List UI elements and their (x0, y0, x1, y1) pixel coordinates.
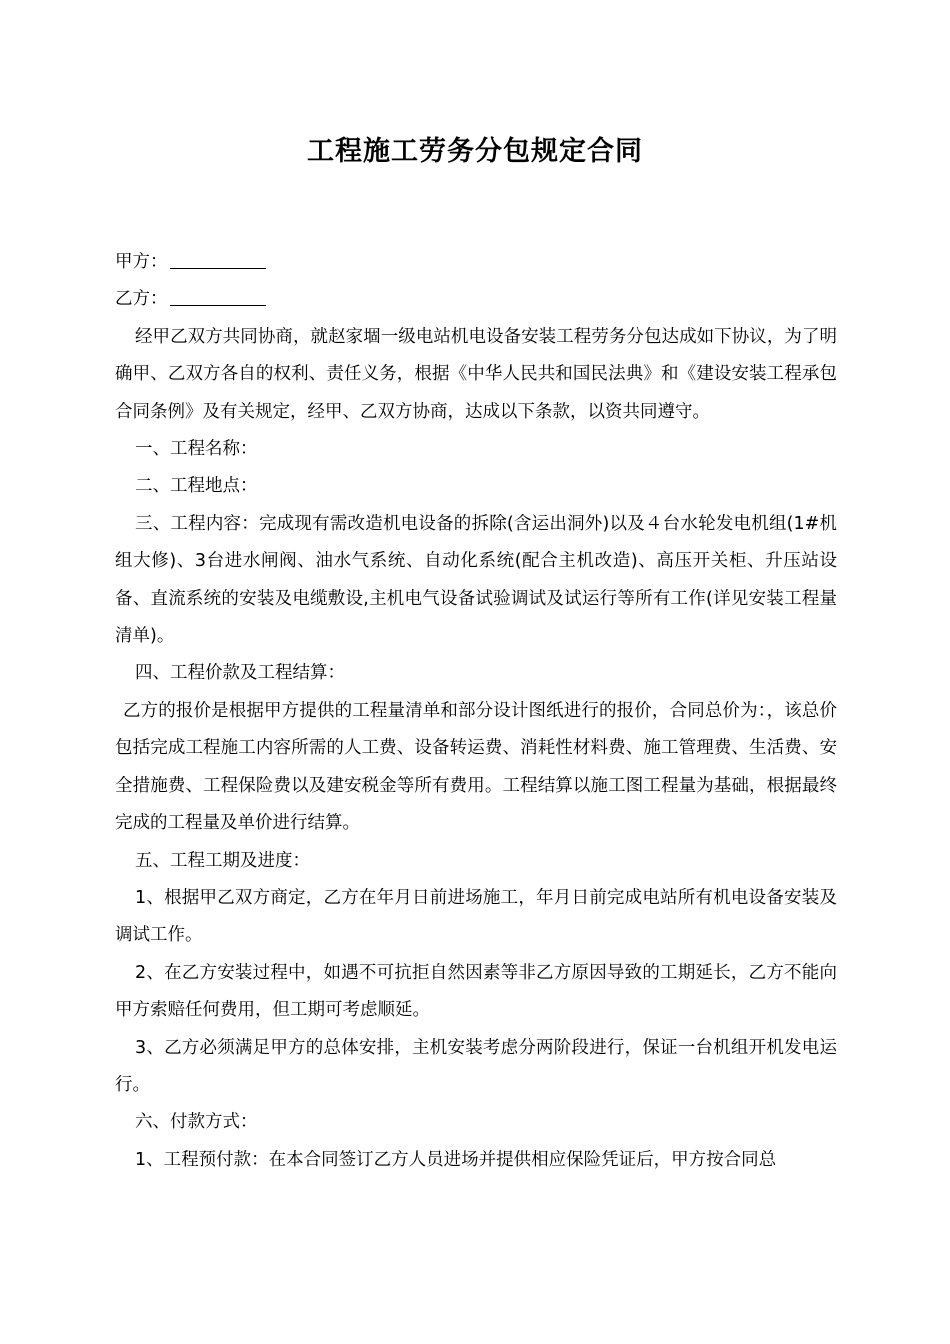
section-5-item-3: 3、乙方必须满足甲方的总体安排，主机安装考虑分两阶段进行，保证一台机组开机发电运行。 (115, 1037, 837, 1095)
document-body (115, 244, 837, 1179)
section-5-heading: 五、工程工期及进度： (135, 850, 310, 871)
party-b-blank (170, 287, 266, 306)
party-a-line (115, 244, 837, 281)
party-a-label: 甲方： (115, 252, 168, 272)
section-6-heading: 六、付款方式： (135, 1112, 258, 1133)
section-5-item-1: 1、根据甲乙双方商定，乙方在年月日前进场施工，年月日前完成电站所有机电设备安装及调试工作。 (115, 887, 837, 946)
section-5-item-2: 2、在乙方安装过程中，如遇不可抗拒自然因素等非乙方原因导致的工期延长，乙方不能向甲方索赔任何费用，但工期可考虑顺延。 (115, 962, 837, 1021)
intro-paragraph: 经甲乙双方共同协商，就赵家堌一级电站机电设备安装工程劳务分包达成如下协议，为了明确甲、乙双方各自的权利、责任义务，根据《中华人民共和国民法典》和《建设安装工程承包合同条例》及有关规定，经甲、乙双方协商，达成以下条款，以资共同遵守。 (115, 326, 837, 422)
document-title: 工程施工劳务分包规定合同 (307, 136, 643, 167)
section-2-heading: 二、工程地点： (135, 476, 258, 497)
section-1-heading: 一、工程名称： (135, 439, 258, 460)
party-b-label: 乙方： (115, 289, 168, 310)
party-b-line (115, 281, 837, 318)
section-4-heading: 四、工程价款及工程结算： (135, 663, 345, 684)
section-6-item-1: 1、工程预付款：在本合同签订乙方人员进场并提供相应保险凭证后，甲方按合同总 (135, 1149, 777, 1170)
section-3-paragraph: 三、工程内容：完成现有需改造机电设备的拆除(含运出洞外)以及４台水轮发电机组(1#机组大修)、3台进水闸阀、油水气系统、自动化系统(配合主机改造)、高压开关柜、升压站设备、直流系统的安装及电缆敷设,主机电气设备试验调试及试运行等所有工作(详见安装工程量清单)。 (115, 513, 837, 647)
party-a-blank (170, 250, 266, 269)
section-4-body: 乙方的报价是根据甲方提供的工程量清单和部分设计图纸进行的报价，合同总价为：，该总价包括完成工程施工内容所需的人工费、设备转运费、消耗性材料费、施工管理费、生活费、安全措施费、工程保险费以及建安税金等所有费用。工程结算以施工图工程量为基础，根据最终完成的工程量及单价进行结算。 (115, 700, 837, 834)
